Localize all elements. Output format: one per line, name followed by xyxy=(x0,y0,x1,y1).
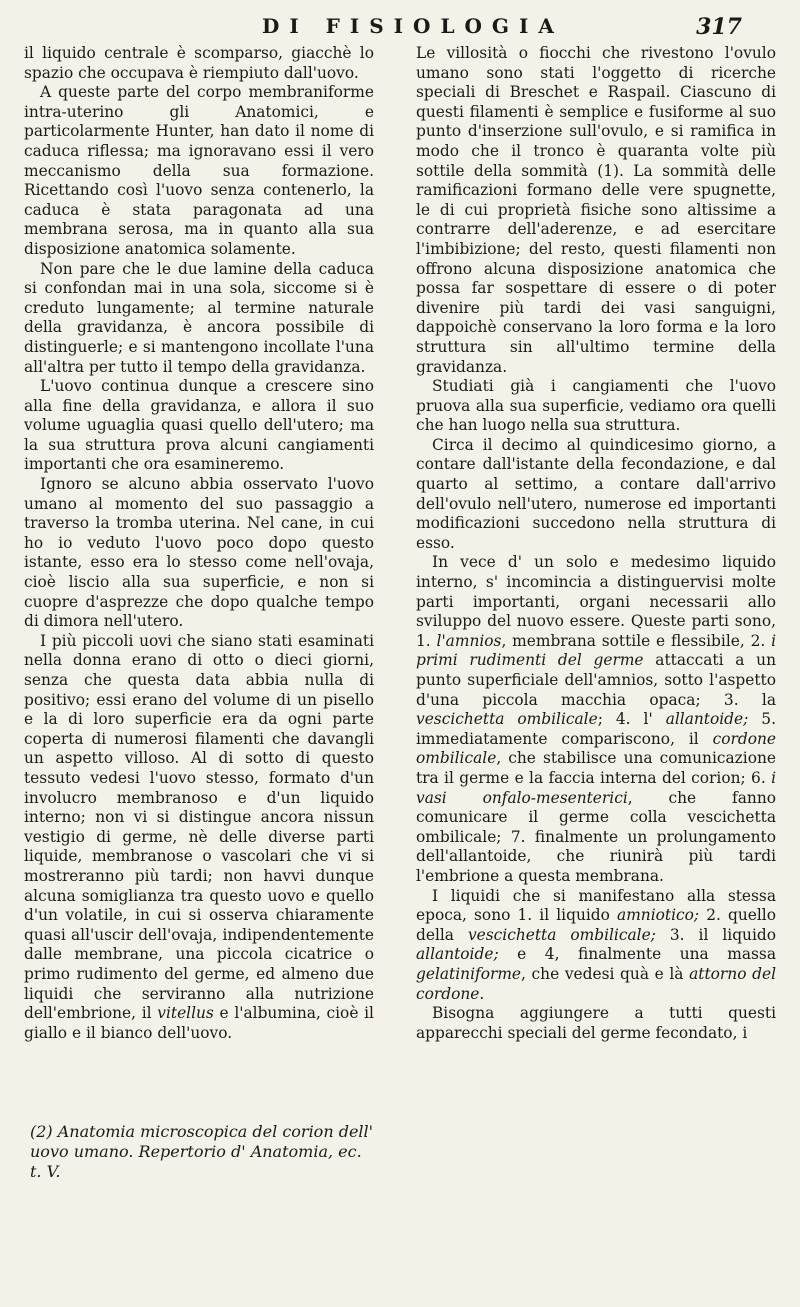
text-run: 5. immediatamente compariscono, il xyxy=(416,710,776,748)
text-run: , membrana sottile e flessibile, 2. xyxy=(501,631,772,650)
italic-term: allantoide; xyxy=(416,945,499,964)
paragraph: il liquido centrale è scomparso, giacchè lo spazio che occupava è riempiuto dall'uovo. xyxy=(24,44,374,82)
italic-term: attorno del cordone. xyxy=(416,964,776,1003)
page-number: 317 xyxy=(696,14,742,40)
text-run: I più piccoli uovi che siano stati esaminati nella donna erano di otto o dieci giorni, senza che questa data abbia nulla di positivo; essi erano del volume di un pisello e la di loro superficie era da ogni parte coperta di numerosi filamenti che davangli un aspetto villoso. Al di sotto di questo tessuto vedesi l'uovo stesso, formato d'un involucro membranoso e d'un liquido interno; non vi si distingue ancora nissun vestigio di germe, nè delle diverse parti liquide, membranose o vascolari che vi si mostreranno più tardi; non havvi dunque alcuna somiglianza tra questo uovo e quello d'un volatile, in cui si osserva chiaramente quasi all'uscir dell'ovaja, indipendentemente dalle membrane, una piccola cicatrice o primo rudimento del germe, ed almeno due liquidi che serviranno alla nutrizione dell'embrione, il xyxy=(24,631,374,1023)
italic-term: i primi rudimenti del germe xyxy=(416,631,777,670)
right-column xyxy=(416,44,776,1043)
italic-term: vescichetta ombilicale; xyxy=(467,925,656,944)
paragraph: Circa il decimo al quindicesimo giorno, a contare dall'istante della fecondazione, e dal quarto al settimo, a contare dall'arrivo dell'ovulo nell'utero, numerose ed importanti modificazioni succedono nella struttura di esso. xyxy=(416,435,776,552)
italic-term: i vasi onfalo-mesenterici xyxy=(416,768,776,807)
italic-term: cordone ombilicale xyxy=(416,729,776,768)
text-run: e 4, finalmente una massa xyxy=(498,945,776,964)
italic-term: l'amnios xyxy=(436,631,502,650)
paragraph: Ignoro se alcuno abbia osservato l'uovo umano al momento del suo passaggio a traverso la tromba uterina. Nel cane, in cui ho io veduto l'uovo poco dopo questo istante, esso era lo stesso come nell'ovaja, cioè liscio alla sua superficie, e non si cuopre d'asprezze che dopo qualche tempo di dimora nell'utero. xyxy=(24,475,374,631)
paragraph: Studiati già i cangiamenti che l'uovo pruova alla sua superficie, vediamo ora quelli che han luogo nella sua struttura. xyxy=(416,377,776,435)
paragraph: Bisogna aggiungere a tutti questi apparecchi speciali del germe fecondato, i xyxy=(416,1004,776,1042)
italic-term: gelatiniforme xyxy=(416,964,522,983)
text-run: 3. il liquido xyxy=(655,925,777,944)
text-run: In vece d' un solo e medesimo liquido interno, s' incomincia a distinguervisi molte parti importanti, organi necessarii allo sviluppo del nuovo essere. Queste parti sono, 1. xyxy=(416,553,776,650)
running-title: DI FISIOLOGIA xyxy=(262,14,564,38)
left-column xyxy=(24,44,374,1043)
paragraph xyxy=(416,887,776,1005)
italic-term: vescichetta ombilicale xyxy=(416,710,598,729)
text-run: ; 4. l' xyxy=(597,710,666,729)
text-run: , che vedesi quà e là xyxy=(521,964,690,983)
italic-term: amniotico; xyxy=(617,906,700,925)
paragraph: A queste parte del corpo membraniforme intra-uterino gli Anatomici, e particolarmente Hunter, han dato il nome di caduca riflessa; ma ignoravano essi il vero meccanismo della sua formazione. Ricettando così l'uovo senza contenerlo, la caduca è stata paragonata ad una membrana serosa, ma in quanto alla sua disposizione anatomica solamente. xyxy=(24,83,374,258)
paragraph: Le villosità o fiocchi che rivestono l'ovulo umano sono stati l'oggetto di ricerche speciali di Breschet e Raspail. Ciascuno di questi filamenti è semplice e fusiforme al suo punto d'inserzione sull'ovulo, e si ramifica in modo che il tronco è quaranta volte più sottile della sommità (1). La sommità delle ramificazioni formano delle vere spugnette, le di cui proprietà fisiche sono altissime a contrarre dell'aderenze, e ad esercitare l'imbibizione; del resto, questi filamenti non offrono alcuna disposizione anatomica che possa far sospettare di essere o di poter divenire più tardi dei vasi sanguigni, dappoichè conservano la loro forma e la loro struttura sin all'ultimo termine della gravidanza. xyxy=(416,44,776,376)
page-header xyxy=(0,14,800,44)
text-run: attaccati a un punto superficiale dell'amnios, sotto l'aspetto d'una piccola macchia opaca; 3. la xyxy=(416,651,776,709)
paragraph xyxy=(416,553,776,886)
text-run: , che stabilisce una comunicazione tra il germe e la faccia interna del corion; 6. xyxy=(416,749,776,787)
paragraph: Non pare che le due lamine della caduca si confondan mai in una sola, siccome si è creduto lungamente; al termine naturale della gravidanza, è ancora possibile di distinguerle; e si mantengono incollate l'una all'altra per tutto il tempo della gravidanza. xyxy=(24,259,374,376)
text-run: I liquidi che si manifestano alla stessa epoca, sono 1. il liquido xyxy=(416,886,776,925)
footnote: (2) Anatomia microscopica del corion dell' uovo umano. Repertorio d' Anatomia, ec. t. V. xyxy=(30,1122,374,1181)
text-run: , che fanno comunicare il germe colla vescichetta ombilicale; 7. finalmente un prolungamento dell'allantoide, che riunirà più tardi l'embrione a questa membrana. xyxy=(416,788,776,885)
italic-term: allantoide; xyxy=(665,710,749,729)
italic-term: vitellus xyxy=(157,1004,214,1023)
text-run: 2. quello della xyxy=(416,906,776,944)
paragraph xyxy=(24,632,374,1043)
text-run: e l'albumina, cioè il giallo e il bianco dell'uovo. xyxy=(24,1004,374,1042)
paragraph: L'uovo continua dunque a crescere sino alla fine della gravidanza, e allora il suo volume uguaglia quasi quello dell'utero; ma la sua struttura prova alcuni cangiamenti importanti che ora esamineremo. xyxy=(24,377,374,474)
